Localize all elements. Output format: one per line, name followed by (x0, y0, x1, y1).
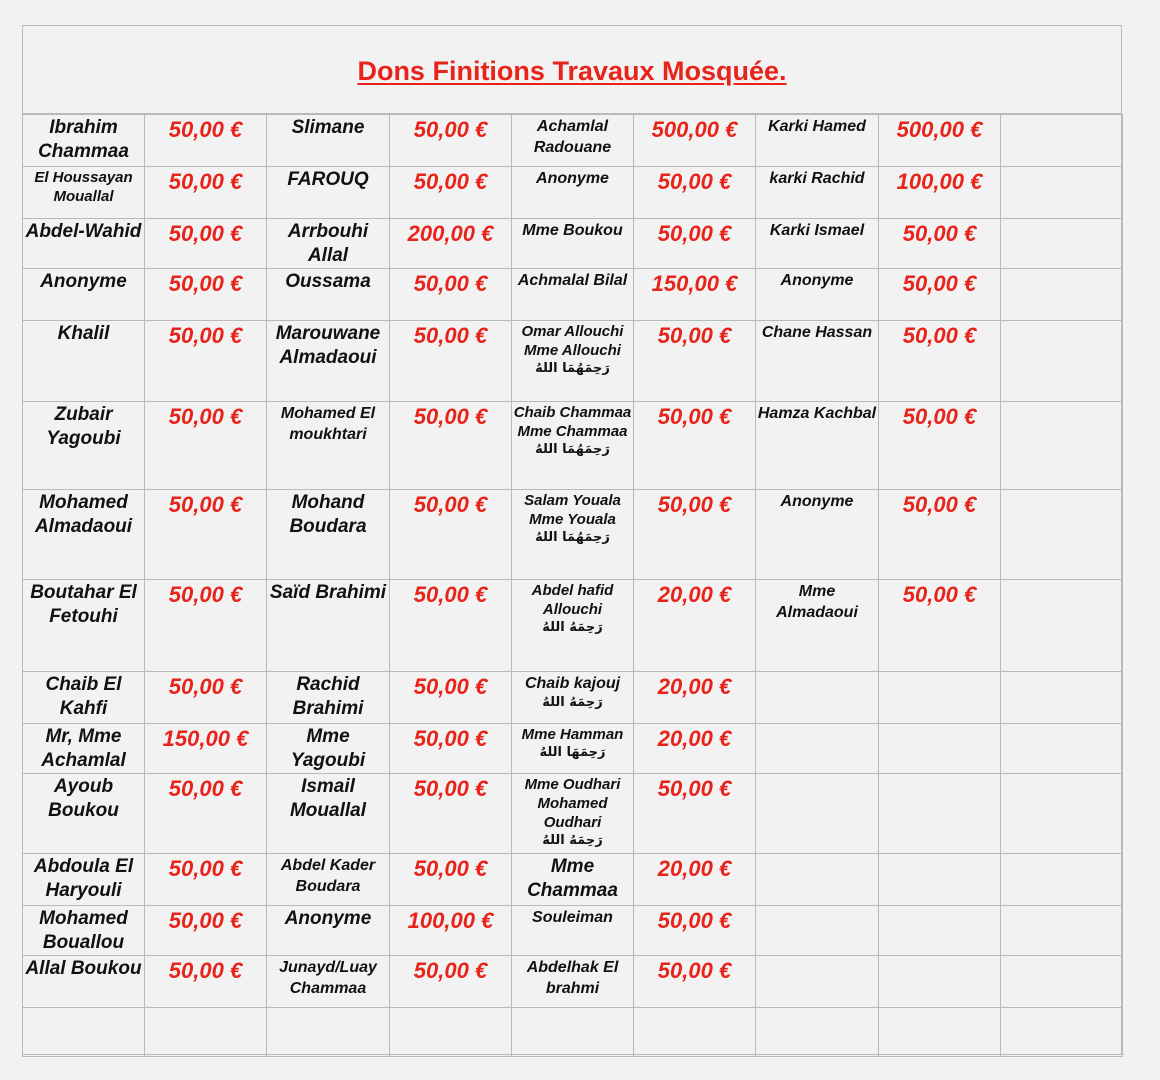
donor-name: Karki Hamed (768, 118, 866, 135)
donations-table (22, 114, 1123, 1057)
donor-name: Abdel hafid Allouchi (531, 582, 614, 618)
donor-name-cell (23, 956, 145, 1008)
donor-name-cell (512, 672, 634, 724)
donor-name: Ibrahim Chammaa (38, 117, 129, 162)
donor-name-cell (756, 219, 879, 269)
donation-sheet (22, 25, 1122, 1055)
donation-amount: 50,00 € (145, 774, 267, 854)
table-row (23, 580, 1123, 672)
arabic-blessing: رَحِمَهُمَا اللهُ (535, 442, 610, 457)
donation-amount: 50,00 € (879, 219, 1001, 269)
table-row (23, 219, 1123, 269)
donation-amount (879, 956, 1001, 1008)
empty-cell (1001, 724, 1123, 774)
donor-name: karki Rachid (769, 170, 865, 187)
donor-name: Chaib Chammaa Mme Chammaa (513, 404, 632, 440)
donor-name-cell (23, 774, 145, 854)
donation-amount: 150,00 € (145, 724, 267, 774)
donor-name: Anonyme (40, 271, 127, 292)
donor-name-cell (267, 269, 390, 321)
donation-amount: 50,00 € (390, 774, 512, 854)
donor-name-cell (756, 269, 879, 321)
donor-name-cell (756, 115, 879, 167)
donor-name: Arrbouhi Allal (287, 221, 369, 266)
donation-amount: 20,00 € (634, 854, 756, 906)
table-row (23, 269, 1123, 321)
donor-name-cell (756, 854, 879, 906)
donor-name-cell (267, 115, 390, 167)
donation-amount: 50,00 € (879, 321, 1001, 402)
donation-amount (145, 1008, 267, 1057)
donor-name: Boutahar El Fetouhi (30, 582, 137, 627)
donor-name: Anonyme (780, 272, 854, 289)
donation-amount: 50,00 € (390, 724, 512, 774)
donor-name-cell (23, 219, 145, 269)
donor-name: Chaib El Kahfi (45, 674, 122, 719)
donor-name: Saïd Brahimi (269, 582, 387, 603)
donation-amount: 50,00 € (145, 854, 267, 906)
donor-name-cell (756, 956, 879, 1008)
donor-name: Anonyme (536, 170, 609, 187)
donation-amount: 50,00 € (390, 269, 512, 321)
donor-name: Marouwane Almadaoui (275, 323, 381, 368)
donation-amount: 50,00 € (390, 580, 512, 672)
donation-amount: 100,00 € (390, 906, 512, 956)
donation-amount: 50,00 € (390, 854, 512, 906)
donor-name-cell (267, 774, 390, 854)
donation-amount: 50,00 € (634, 906, 756, 956)
donor-name-cell (512, 580, 634, 672)
arabic-blessing: رَحِمَهُمَا اللهُ (535, 361, 610, 376)
empty-cell (1001, 906, 1123, 956)
donor-name-cell (23, 321, 145, 402)
donor-name-cell (23, 490, 145, 580)
donor-name: Allal Boukou (25, 958, 142, 979)
table-row (23, 854, 1123, 906)
donor-name-cell (267, 219, 390, 269)
donor-name-cell (23, 854, 145, 906)
table-row (23, 321, 1123, 402)
donor-name: Mohamed Almadaoui (34, 492, 133, 537)
donor-name: Hamza Kachbal (757, 405, 877, 422)
donor-name-cell (756, 580, 879, 672)
donor-name: Chaib kajouj (524, 675, 621, 692)
donation-amount: 50,00 € (390, 672, 512, 724)
donor-name-cell (512, 724, 634, 774)
donor-name: Khalil (57, 323, 110, 344)
table-row (23, 402, 1123, 490)
donor-name-cell (267, 490, 390, 580)
donor-name: Mohamed El moukhtari (280, 405, 376, 443)
table-row (23, 956, 1123, 1008)
donor-name: Abdoula El Haryouli (33, 856, 134, 901)
donor-name: El Houssayan Mouallal (34, 169, 133, 205)
empty-cell (1001, 854, 1123, 906)
table-row (23, 167, 1123, 219)
donation-amount: 150,00 € (634, 269, 756, 321)
donor-name: Mme Hamman (521, 726, 624, 743)
donation-amount: 50,00 € (390, 490, 512, 580)
table-row (23, 672, 1123, 724)
table-row (23, 1008, 1123, 1057)
donation-amount: 50,00 € (390, 402, 512, 490)
donor-name-cell (756, 490, 879, 580)
table-row (23, 774, 1123, 854)
donation-amount (879, 774, 1001, 854)
donation-amount: 200,00 € (390, 219, 512, 269)
arabic-blessing: رَحِمَهُ اللهُ (542, 695, 603, 710)
donor-name-cell (267, 1008, 390, 1057)
donor-name-cell (512, 402, 634, 490)
donor-name: Mohand Boudara (289, 492, 367, 537)
donation-amount: 50,00 € (145, 219, 267, 269)
donor-name: Salam Youala Mme Youala (524, 492, 621, 528)
donor-name-cell (512, 906, 634, 956)
donor-name: Mme Oudhari Mohamed Oudhari (524, 776, 621, 831)
donation-amount (879, 672, 1001, 724)
donor-name: Mme Chammaa (527, 856, 618, 901)
arabic-blessing: رَحِمَهَا اللهُ (539, 745, 606, 760)
empty-cell (1001, 219, 1123, 269)
donor-name-cell (512, 854, 634, 906)
title-row (23, 26, 1121, 114)
donor-name: Souleiman (532, 909, 613, 926)
donation-amount: 50,00 € (145, 321, 267, 402)
donation-amount: 50,00 € (145, 402, 267, 490)
donation-amount: 50,00 € (634, 490, 756, 580)
empty-cell (1001, 580, 1123, 672)
donation-amount (879, 906, 1001, 956)
donation-amount: 50,00 € (634, 219, 756, 269)
empty-cell (1001, 774, 1123, 854)
donor-name-cell (267, 402, 390, 490)
donor-name-cell (267, 580, 390, 672)
donation-amount: 50,00 € (634, 774, 756, 854)
empty-cell (1001, 321, 1123, 402)
donation-amount: 50,00 € (879, 580, 1001, 672)
donation-amount: 50,00 € (145, 115, 267, 167)
donor-name-cell (267, 956, 390, 1008)
donation-amount: 50,00 € (390, 115, 512, 167)
donation-amount (634, 1008, 756, 1057)
donor-name: Oussama (285, 271, 371, 292)
donor-name-cell (267, 724, 390, 774)
donation-amount (879, 1008, 1001, 1057)
arabic-blessing: رَحِمَهُ اللهُ (542, 833, 603, 848)
donation-amount: 50,00 € (390, 321, 512, 402)
donation-amount: 50,00 € (879, 490, 1001, 580)
empty-cell (1001, 167, 1123, 219)
table-row (23, 490, 1123, 580)
donor-name: Slimane (291, 117, 365, 138)
donor-name-cell (23, 167, 145, 219)
donation-amount: 50,00 € (145, 580, 267, 672)
donor-name: Junayd/Luay Chammaa (279, 959, 377, 997)
donations-body (23, 115, 1123, 1057)
donor-name: Rachid Brahimi (292, 674, 364, 719)
donor-name-cell (512, 115, 634, 167)
donation-amount: 500,00 € (634, 115, 756, 167)
donation-amount (879, 854, 1001, 906)
donor-name: Mme Almadaoui (776, 583, 858, 621)
donor-name-cell (267, 321, 390, 402)
donor-name: Ayoub Boukou (48, 776, 119, 821)
donor-name-cell (267, 906, 390, 956)
arabic-blessing: رَحِمَهُمَا اللهُ (535, 530, 610, 545)
page-title: Dons Finitions Travaux Mosquée. (357, 56, 787, 86)
donor-name-cell (23, 580, 145, 672)
table-row (23, 115, 1123, 167)
donor-name-cell (512, 490, 634, 580)
table-row (23, 724, 1123, 774)
donor-name-cell (23, 672, 145, 724)
donation-amount: 50,00 € (145, 672, 267, 724)
donation-amount: 100,00 € (879, 167, 1001, 219)
donor-name-cell (512, 321, 634, 402)
donor-name-cell (756, 1008, 879, 1057)
donation-amount: 50,00 € (390, 167, 512, 219)
donor-name-cell (756, 724, 879, 774)
donor-name-cell (512, 956, 634, 1008)
donor-name: Omar Allouchi Mme Allouchi (521, 323, 624, 359)
donor-name: Mme Yagoubi (290, 726, 366, 771)
donation-amount: 50,00 € (145, 490, 267, 580)
empty-cell (1001, 402, 1123, 490)
donor-name-cell (267, 672, 390, 724)
donation-amount (390, 1008, 512, 1057)
donor-name-cell (756, 774, 879, 854)
donor-name: FAROUQ (287, 169, 369, 190)
table-row (23, 906, 1123, 956)
donation-amount (879, 724, 1001, 774)
donation-amount: 50,00 € (634, 167, 756, 219)
donor-name-cell (267, 167, 390, 219)
donor-name: Ismail Mouallal (289, 776, 366, 821)
donation-amount: 50,00 € (634, 956, 756, 1008)
donor-name: Mr, Mme Achamlal (41, 726, 126, 771)
donor-name-cell (267, 854, 390, 906)
donor-name: Achmalal Bilal (517, 272, 628, 289)
donor-name: Chane Hassan (761, 324, 873, 341)
donor-name-cell (512, 1008, 634, 1057)
donation-amount: 50,00 € (145, 956, 267, 1008)
donation-amount: 50,00 € (634, 402, 756, 490)
donor-name: Mme Boukou (522, 222, 623, 239)
donation-amount: 20,00 € (634, 672, 756, 724)
donor-name: Anonyme (284, 908, 372, 929)
donor-name-cell (23, 269, 145, 321)
donor-name: Zubair Yagoubi (46, 404, 121, 449)
donor-name-cell (512, 167, 634, 219)
empty-cell (1001, 1008, 1123, 1057)
donor-name: Anonyme (780, 493, 854, 510)
donor-name-cell (512, 774, 634, 854)
donor-name: Achamlal Radouane (533, 118, 612, 156)
donor-name-cell (23, 906, 145, 956)
donation-amount: 20,00 € (634, 724, 756, 774)
donor-name-cell (23, 1008, 145, 1057)
donor-name: Abdel Kader Boudara (280, 857, 376, 895)
donation-amount: 50,00 € (634, 321, 756, 402)
donation-amount: 50,00 € (879, 269, 1001, 321)
donor-name-cell (23, 724, 145, 774)
donor-name: Karki Ismael (769, 222, 865, 239)
empty-cell (1001, 956, 1123, 1008)
empty-cell (1001, 672, 1123, 724)
donor-name-cell (23, 115, 145, 167)
donor-name-cell (756, 321, 879, 402)
donation-amount: 50,00 € (145, 906, 267, 956)
donor-name-cell (512, 269, 634, 321)
donor-name-cell (756, 906, 879, 956)
empty-cell (1001, 490, 1123, 580)
donor-name-cell (756, 672, 879, 724)
empty-cell (1001, 115, 1123, 167)
donor-name-cell (23, 402, 145, 490)
donor-name: Mohamed Bouallou (39, 908, 128, 953)
empty-cell (1001, 269, 1123, 321)
donor-name-cell (756, 402, 879, 490)
donation-amount: 50,00 € (879, 402, 1001, 490)
donation-amount: 50,00 € (145, 269, 267, 321)
donation-amount: 500,00 € (879, 115, 1001, 167)
donation-amount: 20,00 € (634, 580, 756, 672)
donation-amount: 50,00 € (145, 167, 267, 219)
arabic-blessing: رَحِمَهُ اللهُ (542, 620, 603, 635)
donation-amount: 50,00 € (390, 956, 512, 1008)
donor-name-cell (756, 167, 879, 219)
donor-name: Abdel-Wahid (25, 221, 142, 242)
donor-name: Abdelhak El brahmi (526, 959, 619, 997)
donor-name-cell (512, 219, 634, 269)
